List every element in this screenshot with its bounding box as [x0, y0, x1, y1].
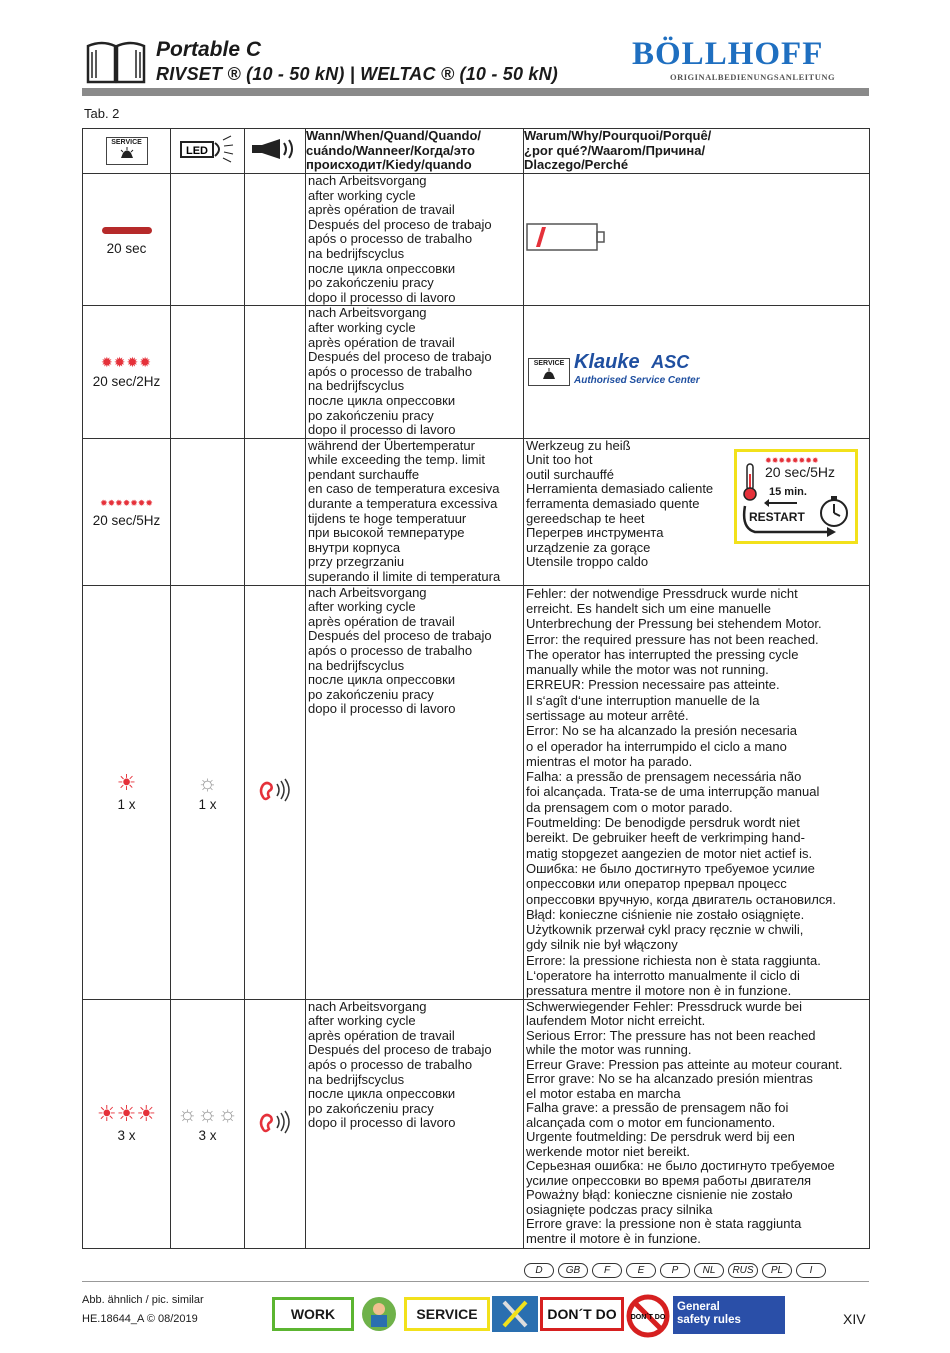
red-light-flash-icon: ☀ [116, 769, 137, 795]
boellhoff-logo: BÖLLHOFF [632, 36, 824, 72]
when-cell: nach Arbeitsvorgang after working cycle après opération de travail Después del proceso de trabajo após o processo de trabalho na bedrijfscyclus после цикла опрессовки po zakończeniu pracy dopo il processo di lavoro [306, 999, 524, 1248]
why-cell [524, 174, 870, 306]
language-chip[interactable]: RUS [728, 1263, 758, 1278]
svg-text:LED: LED [185, 145, 208, 158]
signal-cell [83, 438, 171, 585]
product-subtitle: RIVSET ® (10 - 50 kN) | WELTAC ® (10 - 50 kN) [156, 64, 558, 84]
logo-subtitle: ORIGINALBEDIENUNGSANLEITUNG [670, 72, 836, 82]
document-id: HE.18644_A © 08/2019 [82, 1313, 198, 1325]
thermometer-icon [741, 462, 759, 502]
header-divider [82, 88, 869, 96]
when-column-header: Wann/When/Quand/Quando/ cuándo/Wanneer/Когда/это происходит/Kiedy/quando [306, 129, 524, 174]
language-chip[interactable]: F [592, 1263, 622, 1278]
table-row [83, 438, 870, 585]
red-bar-indicator [102, 227, 152, 234]
led-label: 1 x [198, 796, 217, 812]
work-section-link[interactable]: WORK [272, 1297, 354, 1331]
dont-do-section-link[interactable]: DON´T DO [540, 1297, 624, 1331]
worker-icon [356, 1296, 402, 1332]
low-battery-icon [526, 221, 608, 255]
signal-label: 20 sec/2Hz [92, 373, 161, 389]
table-row [83, 306, 870, 438]
table-row [83, 999, 870, 1248]
signal-label: 20 sec [106, 240, 147, 256]
led-label: 3 x [198, 1128, 217, 1144]
why-column-header: Warum/Why/Pourquoi/Porquê/ ¿por qué?/Waarom/Причина/ Dlaczego/Perché [524, 129, 870, 174]
blink-5hz-icon: ✹✹✹✹✹✹✹✹ [765, 455, 819, 465]
when-cell: nach Arbeitsvorgang after working cycle après opération de travail Después del proceso de trabajo após o processo de trabalho na bedrijfscyclus после цикла опрессовки po zakończeniu pracy dopo il processo di lavoro [306, 306, 524, 438]
table-row [83, 174, 870, 306]
buzzer-sound-icon [255, 1109, 295, 1135]
language-chip[interactable]: PL [762, 1263, 792, 1278]
tools-icon [492, 1296, 538, 1332]
restart-frequency: 20 sec/5Hz [765, 463, 836, 480]
buzzer-cell [245, 585, 306, 999]
page-number: XIV [843, 1311, 866, 1327]
general-safety-rules-link[interactable]: General safety rules [673, 1296, 785, 1334]
language-chip[interactable]: P [660, 1263, 690, 1278]
signal-label: 3 x [117, 1128, 136, 1144]
language-chip[interactable]: D [524, 1263, 554, 1278]
why-cell: Fehler: der notwendige Pressdruck wurde nicht erreicht. Es handelt sich um eine manuelle Unterbrechung der Pressung bei stehendem Motor. Error: the required pressure has not been reached. The operator has interrupted the pressing cycle manually while the motor was not running. ERREUR: Pression necessaire pas atteinte. Il s‘agît d‘une interruption manuelle de la sertissage au moteur arrêté. Error: No se ha alcanzado la presión necesaria o el operador ha interrumpido el ciclo a mano mientras el motor ha parado. Falha: a pressão de prensagem necessária não foi alcançada. Trata-se de uma interrupção manual da prensagem com o motor parado. Foutmelding: De benodigde persdruk wordt niet bereikt. De gebruiker heeft de verkrimping hand- matig stopgezet aangezien de motor niet actief is. Ошибка: не было достигнуто требуемое усилие опрессовки или оператор прервал процесс опрессовки вручную, когда двигатель остановился. Błąd: konieczne ciśnienie nie zostało osiągnięte. Użytkownik przerwał cykl pracy ręcznie w chwili, gdy silnik nie był włączony Errore: la pressione richiesta non è stata raggiunta. L‘operatore ha interrotto manualmente il ciclo di pressatura mentre il motore non è in funzione. [524, 585, 870, 999]
when-cell: während der Übertemperatur while exceeding the temp. limit pendant surchauffe en caso de temperatura excesiva durante a temperatura excessiva tijdens te hoge temperatuur при высокой температуре внутри корпуса przy przegrzaniu superando il limite di temperatura [306, 438, 524, 585]
when-cell: nach Arbeitsvorgang after working cycle après opération de travail Después del proceso de trabajo após o processo de trabalho na bedrijfscyclus после цикла опрессовки po zakończeniu pracy dopo il processo di lavoro [306, 174, 524, 306]
signal-cell [83, 174, 171, 306]
restart-label: RESTART [749, 509, 805, 524]
language-chip[interactable]: NL [694, 1263, 724, 1278]
language-chip[interactable]: GB [558, 1263, 588, 1278]
why-cell: Schwerwiegender Fehler: Pressdruck wurde bei laufendem Motor nicht erreicht. Serious Error: The pressure has not been reached while the motor was running. Erreur Grave: Pression pas atteinte au moteur courant. Error grave: No se ha alcanzado presión mientras el motor estaba en marcha Falha grave: a pressão de prensagem não foi alcançada com o motor em funcionamento. Urgente foutmelding: De persdruk werd bij een werkende motor niet bereikt. Серьезная ошибка: не было достигнуто требуемое усилие опрессовки во время работы двигателя Poważny błąd: konieczne cisnienie nie zostało osiagnięte podczas pracy silnika Errore grave: la pressione non è stata raggiunta mentre il motore è in funzione. [524, 999, 870, 1248]
led-flash-icon: ☼☼☼ [177, 1101, 238, 1127]
signal-cell [83, 999, 171, 1248]
signal-label: 20 sec/5Hz [92, 512, 161, 528]
table-row [83, 585, 870, 999]
language-chip[interactable]: E [626, 1263, 656, 1278]
service-icon: SERVICE [528, 358, 570, 386]
horn-column-header [245, 129, 306, 174]
signal-cell [83, 585, 171, 999]
red-light-flash-icon: ☀☀☀ [96, 1101, 157, 1127]
table-label: Tab. 2 [84, 106, 120, 121]
why-cell: Werkzeug zu heiß Unit too hot outil surchauffé Herramienta demasiado caliente ferramenta demasiado quente gereedschap te heet Перегрев инструмента urządzenie za gorące Utensile troppo caldo ✹✹✹✹✹✹✹✹ 20 sec/5Hz 15 min. RESTART [524, 438, 870, 585]
restart-info-box [734, 449, 858, 544]
blink-5hz-icon: ✹✹✹✹✹✹✹ [100, 498, 153, 509]
service-icon: SERVICE [106, 137, 148, 165]
service-center-logo: SERVICE Klauke ASC Authorised Service Center [528, 355, 869, 388]
signal-table [82, 128, 870, 1249]
buzzer-cell [245, 999, 306, 1248]
service-column-header [83, 129, 171, 174]
why-cell [524, 306, 870, 438]
footer-divider [82, 1281, 869, 1282]
product-title: Portable C [156, 38, 262, 61]
language-chip[interactable]: I [796, 1263, 826, 1278]
footer-note: Abb. ähnlich / pic. similar [82, 1294, 204, 1306]
led-icon [179, 134, 237, 164]
buzzer-sound-icon [255, 777, 295, 803]
when-cell: nach Arbeitsvorgang after working cycle après opération de travail Después del proceso de trabajo após o processo de trabalho na bedrijfscyclus после цикла опрессовки po zakończeniu pracy dopo il processo di lavoro [306, 585, 524, 999]
svg-text:DON´T DO: DON´T DO [630, 1314, 666, 1321]
prohibition-sign-icon [626, 1294, 670, 1338]
led-flash-icon: ☼ [197, 769, 218, 795]
service-section-link[interactable]: SERVICE [404, 1297, 490, 1331]
blink-2hz-icon: ✹✹✹✹ [101, 353, 152, 370]
horn-icon [250, 135, 300, 163]
restart-time: 15 min. [769, 485, 807, 498]
restart-arrow-icon [739, 504, 839, 540]
led-column-header [171, 129, 245, 174]
manual-book-icon [86, 38, 146, 84]
table-header-row [83, 129, 870, 174]
led-cell [171, 585, 245, 999]
signal-cell [83, 306, 171, 438]
signal-label: 1 x [117, 796, 136, 812]
language-selector [524, 1263, 826, 1278]
led-cell [171, 999, 245, 1248]
